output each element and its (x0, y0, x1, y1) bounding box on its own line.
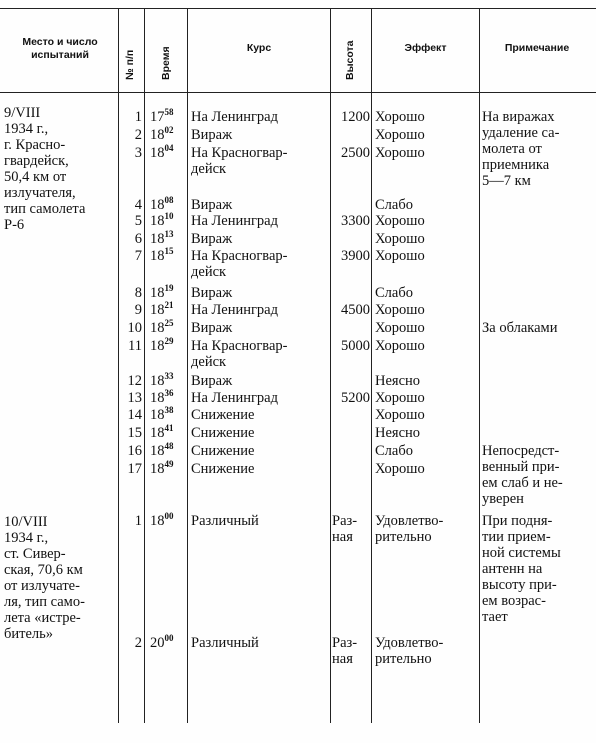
text-line: 50,4 км от (4, 169, 67, 185)
row-number: 14 (127, 407, 142, 423)
row-height: 5200 (341, 390, 370, 406)
header-time: Время (160, 46, 172, 80)
row-time: $18^{10}$ (150, 211, 174, 229)
header-place: Место и число испытаний (22, 36, 98, 61)
row-number: 9 (134, 302, 142, 318)
row-note: При подня- тии прием- ной системы антенн на высоту при- ем возрас- тает (482, 513, 561, 625)
row-number: 15 (127, 425, 142, 441)
row-course: Вираж (191, 127, 233, 143)
row-course: Вираж (191, 197, 233, 213)
row-course: Вираж (191, 373, 233, 389)
header-height: Высота (344, 40, 356, 80)
place-cell-group-1 (4, 105, 85, 233)
row-course: На Ленинград (191, 302, 278, 318)
col-divider (118, 8, 119, 723)
text-line: Р-6 (4, 217, 25, 233)
text-line: лета «истре- (4, 610, 81, 626)
row-time: $18^{21}$ (150, 300, 174, 318)
row-time: $18^{00}$ (150, 511, 174, 529)
row-course: На Ленинград (191, 109, 278, 125)
row-time: $18^{13}$ (150, 229, 174, 247)
col-divider (371, 8, 372, 723)
col-divider (479, 8, 480, 723)
row-number: 1 (134, 109, 142, 125)
row-time: $18^{02}$ (150, 125, 174, 143)
row-course: Снижение (191, 443, 255, 459)
row-number: 3 (134, 145, 142, 161)
text-line: 5—7 км (482, 173, 531, 189)
row-number: 16 (127, 443, 142, 459)
row-effect: Неясно (375, 373, 421, 389)
text-line: гвардейск, (4, 153, 69, 169)
row-time: $18^{25}$ (150, 318, 174, 336)
header-course: Курс (246, 42, 272, 54)
table-top-border (0, 8, 596, 9)
row-number: 4 (134, 197, 142, 213)
row-course: Вираж (191, 285, 233, 301)
row-effect: Слабо (375, 443, 413, 459)
row-effect: Удовлетво- рительно (375, 635, 444, 667)
text-line: ст. Сивер- (4, 546, 66, 562)
row-number: 7 (134, 248, 142, 264)
place-cell-group-2 (4, 514, 85, 642)
row-effect: Хорошо (375, 231, 425, 247)
row-effect: Хорошо (375, 248, 425, 264)
row-course: Вираж (191, 320, 233, 336)
row-height: Раз- ная (332, 513, 358, 545)
row-time: $18^{08}$ (150, 195, 174, 213)
row-effect: Хорошо (375, 127, 425, 143)
row-time: $20^{00}$ (150, 633, 174, 651)
row-time: $18^{04}$ (150, 143, 174, 161)
row-course: Различный (191, 513, 259, 529)
text-line: тип самолета (4, 201, 86, 217)
row-course: На Ленинград (191, 213, 278, 229)
text-line: удаление са- (482, 125, 560, 141)
row-effect: Хорошо (375, 338, 425, 354)
row-number: 6 (134, 231, 142, 247)
row-effect: Слабо (375, 285, 413, 301)
row-effect: Слабо (375, 197, 413, 213)
row-effect: Хорошо (375, 145, 425, 161)
note-cell-group-1 (482, 109, 592, 189)
text-line: ская, 70,6 км (4, 562, 83, 578)
row-course: Вираж (191, 231, 233, 247)
row-time: $18^{38}$ (150, 405, 174, 423)
row-number: 17 (127, 461, 142, 477)
col-divider (330, 8, 331, 723)
row-effect: Хорошо (375, 407, 425, 423)
text-line: 10/VIII (4, 514, 48, 530)
row-time: $18^{15}$ (150, 246, 174, 264)
row-time: $18^{19}$ (150, 283, 174, 301)
text-line: молета от (482, 141, 542, 157)
col-divider (187, 8, 188, 723)
row-course: На Красногвар- дейск (191, 248, 288, 280)
text-line: 9/VIII (4, 105, 41, 121)
text-line: от излучате- (4, 578, 80, 594)
row-number: 12 (127, 373, 142, 389)
row-note: За облаками (482, 320, 558, 336)
row-effect: Хорошо (375, 461, 425, 477)
text-line: На виражах (482, 109, 555, 125)
row-height: 3900 (341, 248, 370, 264)
header-effect: Эффект (404, 42, 447, 54)
row-effect: Хорошо (375, 390, 425, 406)
row-number: 2 (134, 635, 142, 651)
text-line: излучателя, (4, 185, 76, 201)
row-height: 1200 (341, 109, 370, 125)
row-time: $18^{33}$ (150, 371, 174, 389)
text-line: ля, тип само- (4, 594, 85, 610)
row-height: 5000 (341, 338, 370, 354)
row-course: Снижение (191, 407, 255, 423)
row-course: На Красногвар- дейск (191, 145, 288, 177)
header-note: Примечание (504, 42, 570, 54)
table-header-border (0, 92, 596, 93)
row-number: 11 (128, 338, 142, 354)
row-effect: Неясно (375, 425, 421, 441)
row-time: $18^{48}$ (150, 441, 174, 459)
text-line: 1934 г., (4, 530, 49, 546)
row-number: 5 (134, 213, 142, 229)
text-line: битель» (4, 626, 54, 642)
row-height: Раз- ная (332, 635, 358, 667)
row-number: 13 (127, 390, 142, 406)
row-height: 2500 (341, 145, 370, 161)
row-effect: Хорошо (375, 213, 425, 229)
row-time: $18^{49}$ (150, 459, 174, 477)
row-number: 10 (127, 320, 142, 336)
row-effect: Хорошо (375, 320, 425, 336)
row-course: Различный (191, 635, 259, 651)
text-line: приемника (482, 157, 550, 173)
row-course: Снижение (191, 461, 255, 477)
row-effect: Хорошо (375, 109, 425, 125)
row-note: Непосредст- венный при- ем слаб и не- уверен (482, 443, 563, 507)
header-num: № п/п (124, 49, 136, 80)
col-divider (144, 8, 145, 723)
row-time: $18^{36}$ (150, 388, 174, 406)
row-time: $18^{41}$ (150, 423, 174, 441)
row-effect: Удовлетво- рительно (375, 513, 444, 545)
row-number: 8 (134, 285, 142, 301)
text-line: г. Красно- (4, 137, 66, 153)
row-course: На Красногвар- дейск (191, 338, 288, 370)
row-course: Снижение (191, 425, 255, 441)
row-time: $17^{58}$ (150, 107, 174, 125)
row-effect: Хорошо (375, 302, 425, 318)
row-number: 2 (134, 127, 142, 143)
row-time: $18^{29}$ (150, 336, 174, 354)
row-course: На Ленинград (191, 390, 278, 406)
row-height: 3300 (341, 213, 370, 229)
row-height: 4500 (341, 302, 370, 318)
text-line: 1934 г., (4, 121, 49, 137)
row-number: 1 (134, 513, 142, 529)
